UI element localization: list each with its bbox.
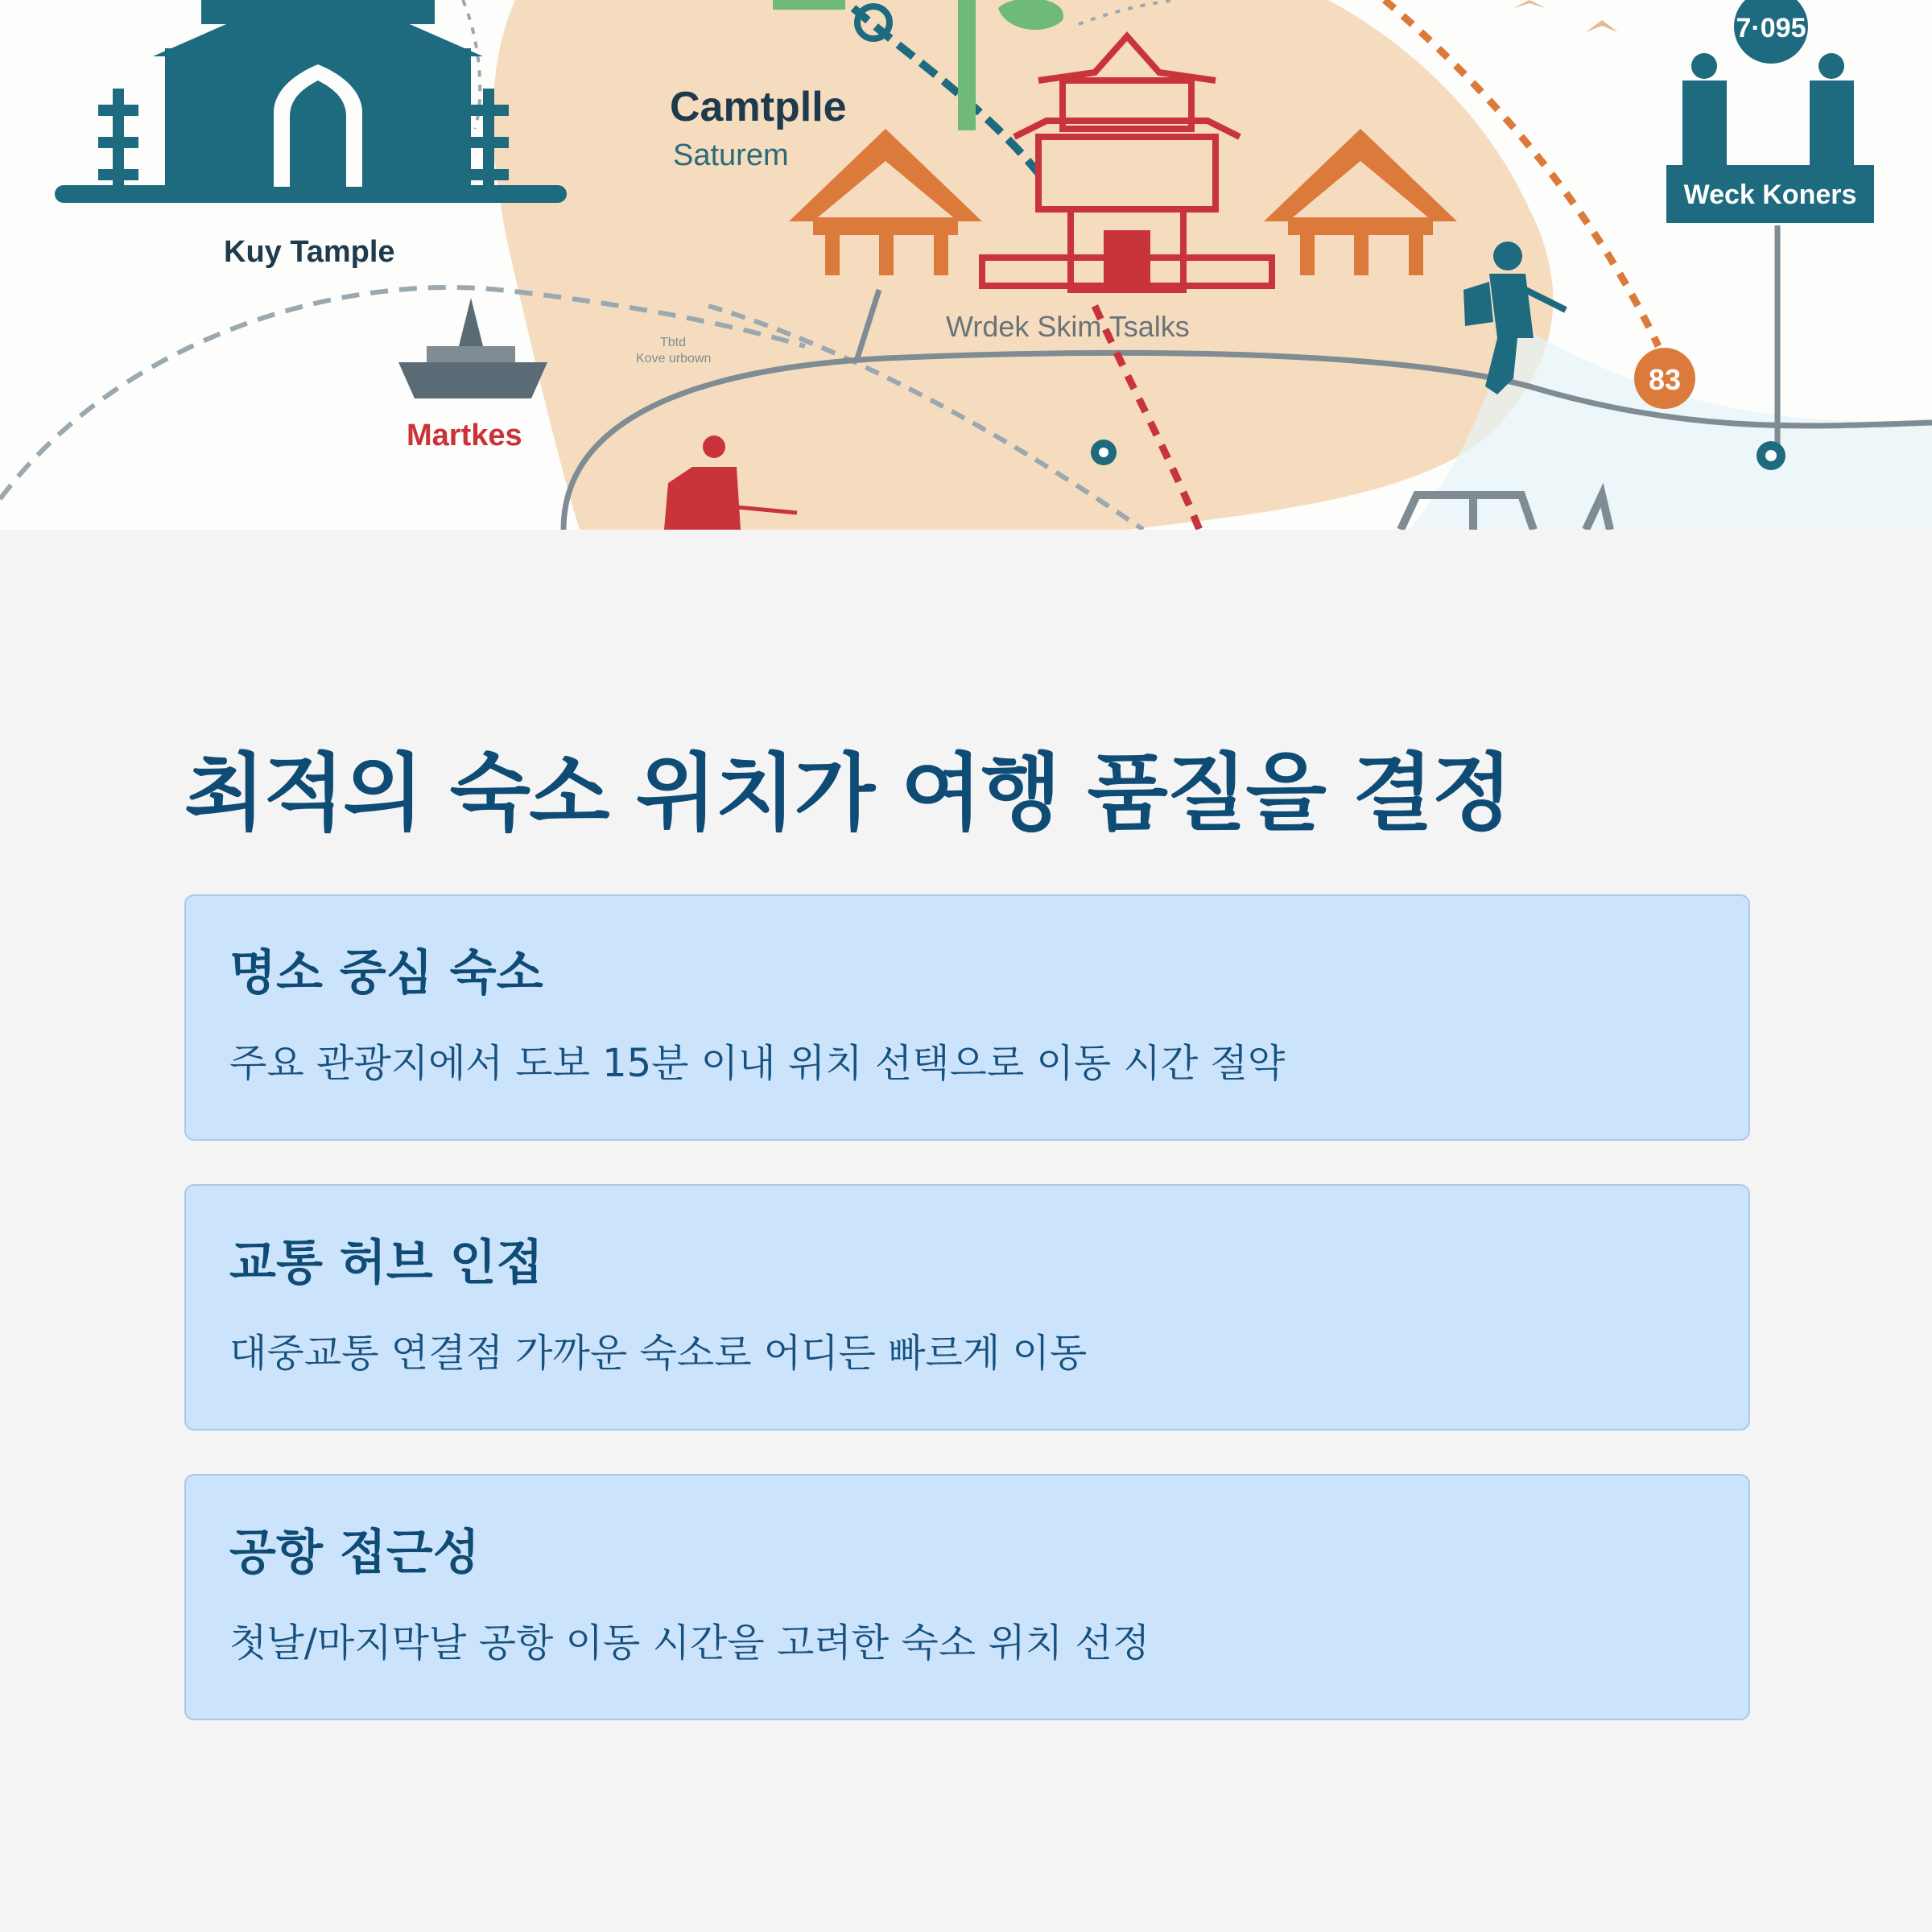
card-title: 공항 접근성 <box>229 1525 480 1581</box>
main-content <box>184 729 1750 1764</box>
card-list <box>184 894 1750 1720</box>
weck-koners-icon <box>1666 0 1874 223</box>
badge-top-text: 7·095 <box>1736 13 1806 43</box>
card-description: 대중교통 연결점 가까운 숙소로 어디든 빠르게 이동 <box>229 1331 1088 1376</box>
label-kuy-tample: Kuy Tample <box>224 235 395 269</box>
kuy-temple-icon <box>55 0 567 203</box>
travel-map-graphic <box>0 0 1932 530</box>
svg-text:83: 83 <box>1648 363 1682 396</box>
hero-map-illustration <box>0 0 1932 530</box>
card-airport-access <box>184 1474 1750 1720</box>
orange-badge <box>1634 348 1695 409</box>
card-title: 명소 중심 숙소 <box>229 945 543 1001</box>
label-tibid: Tbtd <box>660 336 687 349</box>
label-kove: Kove urbown <box>636 352 712 365</box>
label-wrdek: Wrdek Skim Tsalks <box>946 310 1190 343</box>
card-description: 주요 관광지에서 도보 15분 이내 위치 선택으로 이동 시간 절약 <box>229 1041 1286 1086</box>
page-title: 최적의 숙소 위치가 여행 품질을 결정 <box>184 744 1511 842</box>
card-transit-hub <box>184 1184 1750 1430</box>
label-weck-koners: Weck Koners <box>1683 180 1857 210</box>
card-title: 교통 허브 인접 <box>229 1235 543 1291</box>
label-saturem: Saturem <box>673 138 789 172</box>
label-camtplle: Camtplle <box>670 84 847 130</box>
label-martkes: Martkes <box>407 419 522 452</box>
card-attraction-centered <box>184 894 1750 1141</box>
card-description: 첫날/마지막날 공항 이동 시간을 고려한 숙소 위치 선정 <box>229 1620 1150 1666</box>
